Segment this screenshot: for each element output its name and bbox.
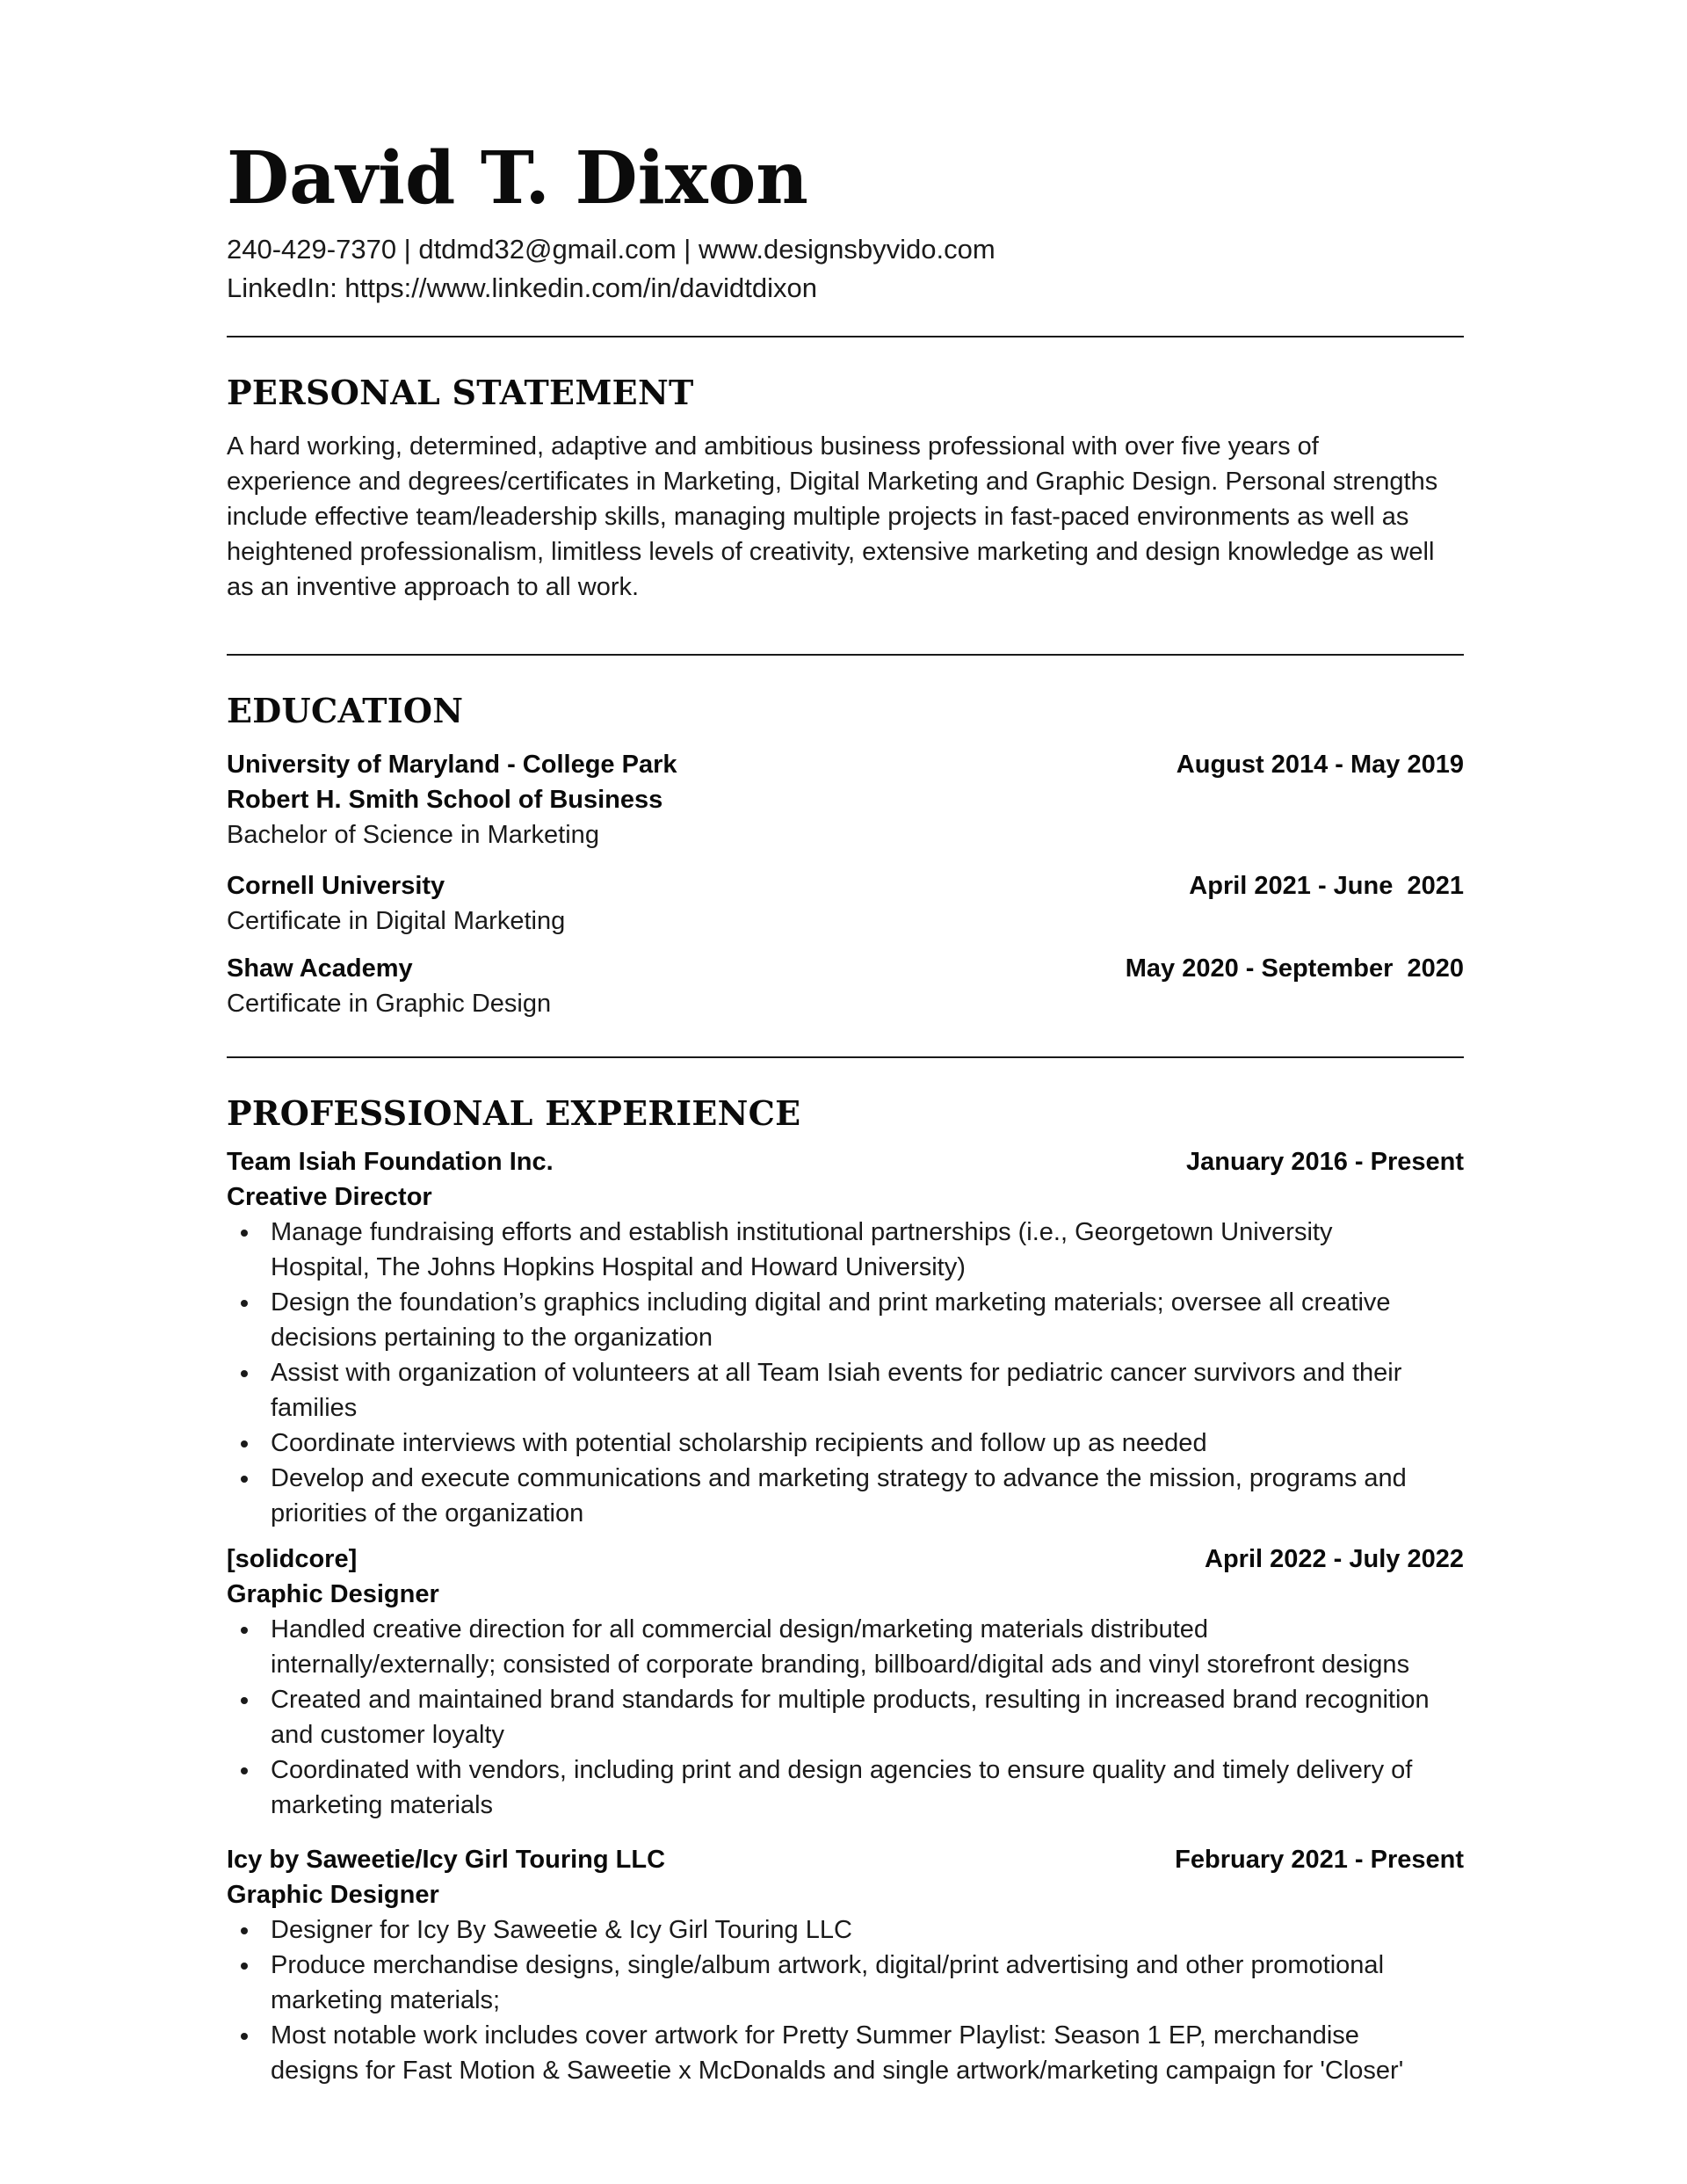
personal-statement-text: [227, 429, 1464, 605]
education-institution: Shaw Academy: [227, 954, 413, 983]
experience-bullet: Most notable work includes cover artwork for Pretty Summer Playlist: Season 1 EP, merchandise designs for Fast Motion & Saweetie x McDonalds and single artwork/marketing campaign for 'Closer': [271, 2018, 1464, 2088]
experience-entry: [227, 1144, 1464, 1531]
experience-role: Graphic Designer: [227, 1580, 439, 1608]
bullet-dot-icon: [241, 1300, 248, 1307]
experience-dates: January 2016 - Present: [1186, 1148, 1464, 1176]
experience-company: Icy by Saweetie/Icy Girl Touring LLC: [227, 1846, 666, 1874]
experience-bullet: Produce merchandise designs, single/album artwork, digital/print advertising and other promotional marketing materials;: [271, 1948, 1464, 2018]
education-entry: [227, 747, 1464, 853]
experience-section: [227, 1093, 1464, 2088]
education-institution: University of Maryland - College Park: [227, 751, 677, 779]
bullet-dot-icon: [241, 1230, 248, 1237]
education-degree: Certificate in Digital Marketing: [227, 907, 566, 935]
bullet-dot-icon: [241, 1440, 248, 1448]
experience-bullet: Develop and execute communications and marketing strategy to advance the mission, programs and priorities of the organization: [271, 1461, 1464, 1531]
education-institution: Cornell University: [227, 872, 445, 900]
experience-bullet: Handled creative direction for all commercial design/marketing materials distributed internally/externally; consisted of corporate branding, billboard/digital ads and vinyl storefront designs: [271, 1612, 1464, 1682]
education-entry: [227, 951, 1464, 1021]
experience-dates: February 2021 - Present: [1175, 1846, 1464, 1874]
experience-bullets: [227, 1215, 1464, 1531]
experience-bullet: Coordinate interviews with potential scholarship recipients and follow up as needed: [271, 1426, 1464, 1461]
section-divider: [227, 336, 1464, 337]
experience-bullet: Assist with organization of volunteers at all Team Isiah events for pediatric cancer survivors and their families: [271, 1355, 1464, 1426]
statement-line: A hard working, determined, adaptive and ambitious business professional with over five years of: [227, 432, 1319, 461]
statement-line: experience and degrees/certificates in Marketing, Digital Marketing and Graphic Design. Personal strengths: [227, 468, 1438, 496]
education-degree: Certificate in Graphic Design: [227, 990, 552, 1018]
section-title-experience: PROFESSIONAL EXPERIENCE: [227, 1093, 801, 1133]
experience-dates: April 2022 - July 2022: [1205, 1545, 1464, 1573]
education-section: [227, 691, 1464, 1021]
bullet-dot-icon: [241, 1767, 248, 1774]
experience-bullet: Manage fundraising efforts and establish institutional partnerships (i.e., Georgetown University Hospital, The Johns Hopkins Hospital and Howard University): [271, 1215, 1464, 1285]
personal-statement-section: [227, 373, 1464, 605]
experience-company: [solidcore]: [227, 1545, 358, 1573]
experience-bullet: Coordinated with vendors, including print and design agencies to ensure quality and timely delivery of marketing materials: [271, 1752, 1464, 1823]
experience-bullet: Designer for Icy By Saweetie & Icy Girl Touring LLC: [271, 1912, 1464, 1948]
bullet-dot-icon: [241, 1697, 248, 1704]
statement-line: as an inventive approach to all work.: [227, 573, 640, 601]
bullet-dot-icon: [241, 1627, 248, 1634]
experience-bullets: [227, 1912, 1464, 2088]
experience-bullet: Created and maintained brand standards for multiple products, resulting in increased brand recognition and customer loyalty: [271, 1682, 1464, 1752]
bullet-dot-icon: [241, 1927, 248, 1934]
education-dates: April 2021 - June 2021: [1189, 872, 1464, 900]
contact-line-phone-email-web: 240-429-7370 | dtdmd32@gmail.com | www.designsbyvido.com: [227, 234, 996, 265]
statement-line: heightened professionalism, limitless levels of creativity, extensive marketing and design knowledge as well: [227, 538, 1435, 566]
education-entry: [227, 868, 1464, 939]
experience-entry: [227, 1842, 1464, 2088]
experience-company: Team Isiah Foundation Inc.: [227, 1148, 554, 1176]
experience-bullets: [227, 1612, 1464, 1823]
section-divider: [227, 654, 1464, 656]
resume-page: [227, 132, 1464, 2088]
bullet-dot-icon: [241, 1963, 248, 1970]
education-dates: May 2020 - September 2020: [1125, 954, 1464, 983]
education-degree: Bachelor of Science in Marketing: [227, 821, 599, 849]
contact-info: [227, 230, 1464, 308]
bullet-dot-icon: [241, 1476, 248, 1483]
candidate-name: David T. Dixon: [227, 136, 808, 221]
bullet-dot-icon: [241, 1370, 248, 1377]
experience-bullet: Design the foundation’s graphics including digital and print marketing materials; oversee all creative decisions pertaining to the organization: [271, 1285, 1464, 1355]
section-title-education: EDUCATION: [227, 691, 464, 730]
section-divider: [227, 1056, 1464, 1058]
section-title-personal-statement: PERSONAL STATEMENT: [227, 373, 694, 412]
statement-line: include effective team/leadership skills, managing multiple projects in fast-paced environments as well as: [227, 503, 1409, 531]
bullet-dot-icon: [241, 2033, 248, 2040]
education-dates: August 2014 - May 2019: [1176, 751, 1464, 779]
experience-entry: [227, 1542, 1464, 1823]
contact-line-linkedin: LinkedIn: https://www.linkedin.com/in/davidtdixon: [227, 272, 818, 303]
experience-role: Graphic Designer: [227, 1881, 439, 1909]
education-school: Robert H. Smith School of Business: [227, 786, 663, 814]
experience-role: Creative Director: [227, 1183, 432, 1211]
